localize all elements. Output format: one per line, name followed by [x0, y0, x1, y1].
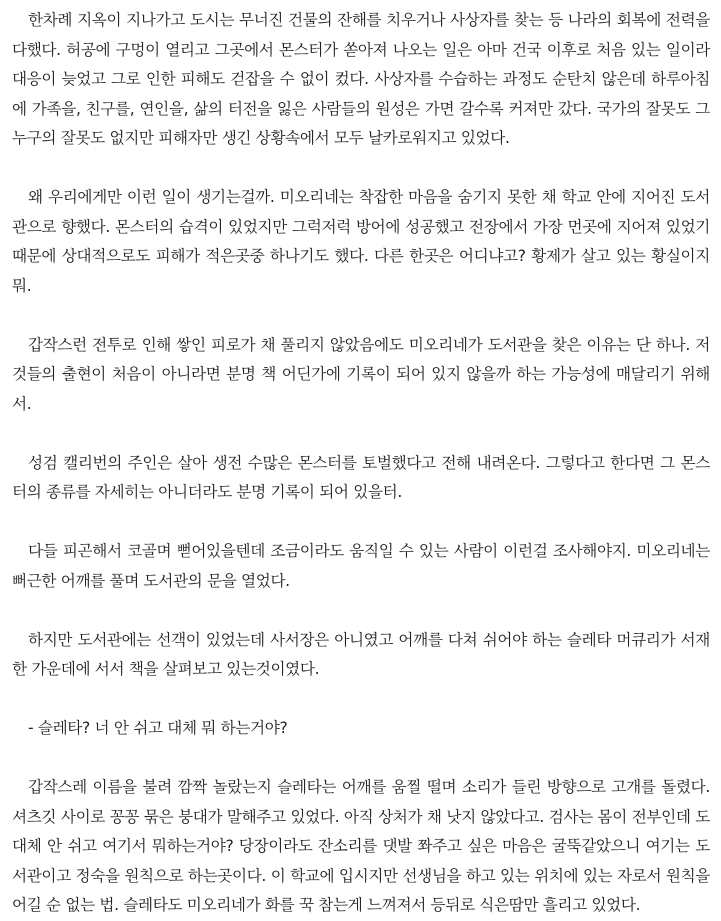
paragraph-7: 갑작스레 이름을 불려 깜짝 놀랐는지 슬레타는 어깨를 움찔 떨며 소리가 들린 방향으로 고개를 돌렸다. 셔츠깃 사이로 꽁꽁 묶은 붕대가 말해주고 있었다. 아직 상처가 채 낫지 않았다고. 검사는 몸이 전부인데 도대체 안 쉬고 여기서 뭐하는거야? 당장이라도 잔소리를 댓발 쫘주고 싶은 마음은 굴뚝같았으니 여기는 도서관이고 정숙을 원칙으로 하는곳이다. 이 학교에 입시지만 선생님을 하고 있는 위치에 있는 자로서 원칙을 어길 순 없는 법. 슬레타도 미오리네가 화를 꾹 참는게 느껴져서 등뒤로 식은땀만 흘리고 있었다.: [12, 778, 710, 914]
paragraph-5: 다들 피곤해서 코골며 뻗어있을텐데 조금이라도 움직일 수 있는 사람이 이런걸 조사해야지. 미오리네는 뻐근한 어깨를 풀며 도서관의 문을 열었다.: [12, 542, 710, 590]
paragraph-1: 한차례 지옥이 지나가고 도시는 무너진 건물의 잔해를 치우거나 사상자를 찾는 등 나라의 회복에 전력을 다했다. 허공에 구멍이 열리고 그곳에서 몬스터가 쏟아져 나오는 일은 아마 건국 이후로 처음 있는 일이라 대응이 늦었고 그로 인한 피해도 걷잡을 수 없이 컸다. 사상자를 수습하는 과정도 순탄치 않은데 하루아침에 가족을, 친구를, 연인을, 삶의 터전을 잃은 사람들의 원성은 가면 갈수록 커져만 갔다. 국가의 잘못도 그 누구의 잘못도 없지만 피해자만 생긴 상황속에서 모두 날카로워지고 있었다.: [12, 11, 710, 147]
dialogue-line: - 슬레타? 너 안 쉬고 대체 뭐 하는거야?: [28, 719, 288, 737]
paragraph-4: 성검 캘리번의 주인은 살아 생전 수많은 몬스터를 토벌했다고 전해 내려온다. 그렇다고 한다면 그 몬스터의 종류를 자세히는 아니더라도 분명 기록이 되어 있을터.: [12, 453, 710, 501]
story-text: [12, 6, 710, 921]
paragraph-3: 갑작스런 전투로 인해 쌓인 피로가 채 풀리지 않았음에도 미오리네가 도서관을 찾은 이유는 단 하나. 저것들의 출현이 처음이 아니라면 분명 책 어딘가에 기록이 되어 있지 않을까 하는 가능성에 매달리기 위해서.: [12, 335, 710, 413]
paragraph-2: 왜 우리에게만 이런 일이 생기는걸까. 미오리네는 착잡한 마음을 숨기지 못한 채 학교 안에 지어진 도서관으로 향했다. 몬스터의 습격이 있었지만 그럭저럭 방어에 성공했고 전장에서 가장 먼곳에 지어져 있었기 때문에 상대적으로도 피해가 적은곳중 하나기도 했다. 다른 한곳은 어디냐고? 황제가 살고 있는 황실이지 뭐.: [12, 188, 710, 295]
paragraph-6: 하지만 도서관에는 선객이 있었는데 사서장은 아니였고 어깨를 다쳐 쉬어야 하는 슬레타 머큐리가 서재 한 가운데에 서서 책을 살펴보고 있는것이였다.: [12, 630, 710, 678]
